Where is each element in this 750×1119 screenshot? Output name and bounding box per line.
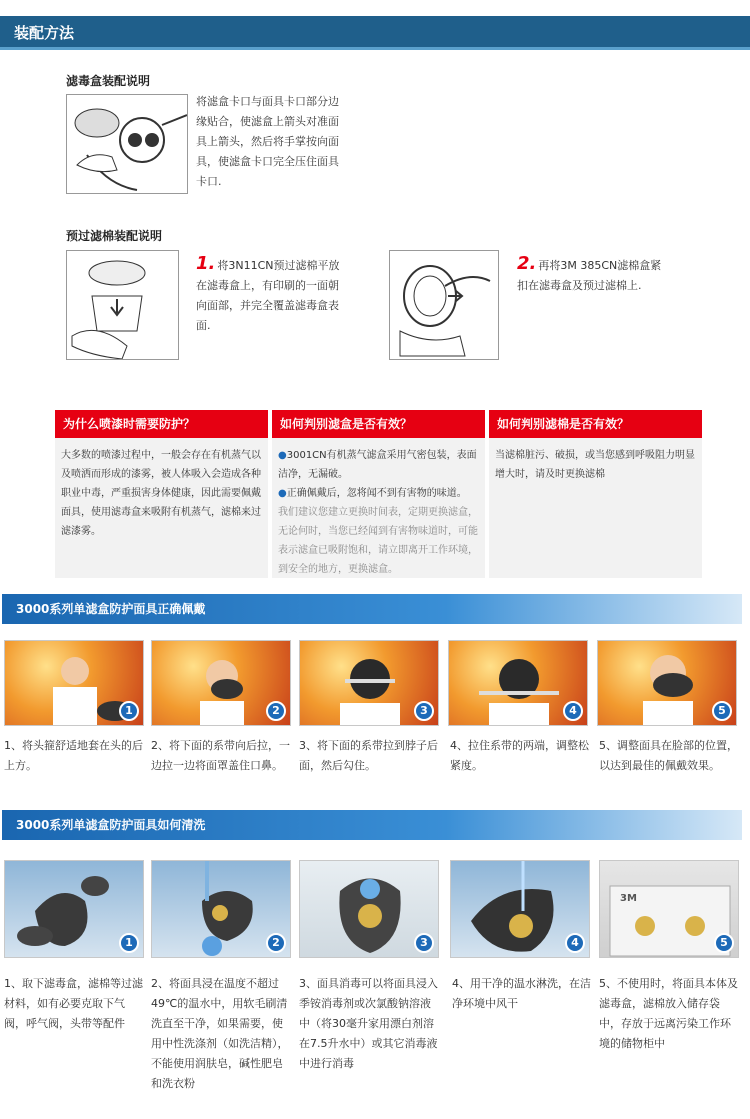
- prefilter-step1: [196, 254, 346, 336]
- bullet-icon: ●: [278, 488, 287, 499]
- step-badge: 3: [414, 933, 434, 953]
- prefilter-step2-text: 再将3M 385CN滤棉盒紧扣在滤毒盒及预过滤棉上.: [517, 259, 662, 292]
- wear-photo-1: [4, 640, 144, 726]
- faq-head-1: 为什么喷漆时需要防护？: [55, 410, 268, 438]
- clean-caption-3: 3、面具消毒可以将面具浸入季铵消毒剂或次氯酸钠溶液中（将30毫升家用漂白剂溶在7.5升水中）或其它消毒液中进行消毒: [299, 977, 438, 1070]
- clean-caption-4: 4、用干净的温水淋洗，在洁净环境中风干: [452, 977, 591, 1010]
- wear-caption-5: 5、调整面具在脸部的位置，以达到最佳的佩戴效果。: [599, 739, 738, 772]
- faq-body-2: [272, 438, 485, 578]
- wear-photo-2: [151, 640, 291, 726]
- clean-photo-3: [299, 860, 439, 958]
- clean-photo-5: [599, 860, 739, 958]
- faq-body-2-p1: [278, 446, 479, 484]
- wear-caption-4: 4、拉住系带的两端，调整松紧度。: [450, 739, 589, 772]
- step-badge: 5: [714, 933, 734, 953]
- bag-logo: 3M: [620, 893, 637, 904]
- clean-caption-2: 2、将面具浸在温度不超过49℃的温水中，用软毛刷清洗直至干净，如果需要，使用中性洗涤剂（如洗洁精），不能使用润肤皂，碱性肥皂和洗衣粉: [151, 977, 289, 1090]
- clean-photo-1: [4, 860, 144, 958]
- section-header: 装配方法: [0, 16, 750, 50]
- wear-caption-2: 2、将下面的系带向后拉，一边拉一边将面罩盖住口鼻。: [151, 739, 290, 772]
- faq-head-3: 如何判别滤棉是否有效？: [489, 410, 702, 438]
- step-badge: 3: [414, 701, 434, 721]
- prefilter-step2-num: 2.: [517, 253, 537, 274]
- step-badge: 2: [266, 933, 286, 953]
- prefilter-step2: [517, 254, 667, 296]
- wear-caption-3: 3、将下面的系带拉到脖子后面，然后勾住。: [299, 739, 438, 772]
- prefilter-step2-illustration: [389, 250, 499, 360]
- step-badge: 2: [266, 701, 286, 721]
- wear-photo-4: [448, 640, 588, 726]
- step-badge: 1: [119, 701, 139, 721]
- faq-body-3: 当滤棉脏污、破损，或当您感到呼吸阻力明显增大时，请及时更换滤棉: [489, 438, 702, 578]
- cartridge-title: 滤毒盒装配说明: [66, 74, 151, 88]
- wear-photo-5: [597, 640, 737, 726]
- prefilter-title: 预过滤棉装配说明: [66, 229, 163, 243]
- faq-body-2-p1-text: 3001CN有机蒸气滤盒采用气密包装，表面洁净，无漏破。: [278, 450, 477, 480]
- step-badge: 5: [712, 701, 732, 721]
- prefilter-step1-num: 1.: [196, 253, 216, 274]
- cartridge-desc: 将滤盒卡口与面具卡口部分边缘贴合，使滤盒上箭头对准面具上箭头，然后将手掌按向面具，使滤盒卡口完全压住面具卡口.: [196, 95, 339, 188]
- faq-body-2-p2-text: 正确佩戴后，忽将闻不到有害物的味道。: [286, 488, 467, 499]
- faq-head-2: 如何判别滤盒是否有效？: [272, 410, 485, 438]
- wear-caption-1: 1、将头箍舒适地套在头的后上方。: [4, 739, 143, 772]
- clean-caption-5: 5、不使用时，将面具本体及滤毒盒，滤棉放入储存袋中，存放于远离污染工作环境的储物柜中: [599, 977, 738, 1050]
- step-badge: 4: [563, 701, 583, 721]
- prefilter-step1-illustration: [66, 250, 179, 360]
- clean-section-title: 3000系列单滤盒防护面具如何清洗: [2, 810, 742, 840]
- clean-caption-1: 1、取下滤毒盒，滤棉等过滤材料，如有必要克取下气阀，呼气阀，头带等配件: [4, 977, 143, 1030]
- wear-photo-3: [299, 640, 439, 726]
- step-badge: 4: [565, 933, 585, 953]
- clean-photo-4: [450, 860, 590, 958]
- wear-section-title: 3000系列单滤盒防护面具正确佩戴: [2, 594, 742, 624]
- bullet-icon: ●: [278, 450, 287, 461]
- prefilter-step1-text: 将3N11CN预过滤棉平放在滤毒盒上，有印刷的一面朝向面部，并完全覆盖滤毒盒表面.: [196, 259, 340, 332]
- faq-body-2-p2: [278, 484, 479, 503]
- faq-body-1: 大多数的喷漆过程中，一般会存在有机蒸气以及喷洒而形成的漆雾，被人体吸入会造成各种职业中毒，严重损害身体健康，因此需要佩戴面具，使用滤毒盒来吸附有机蒸气，滤棉来过滤漆雾。: [55, 438, 268, 578]
- cartridge-illustration: [66, 94, 188, 194]
- faq-body-2-p3: 我们建议您建立更换时间表，定期更换滤盒，无论何时，当您已经闻到有害物味道时，可能表示滤盒已吸附饱和，请立即离开工作环境，到安全的地方，更换滤盒。: [278, 507, 478, 575]
- clean-photo-2: [151, 860, 291, 958]
- step-badge: 1: [119, 933, 139, 953]
